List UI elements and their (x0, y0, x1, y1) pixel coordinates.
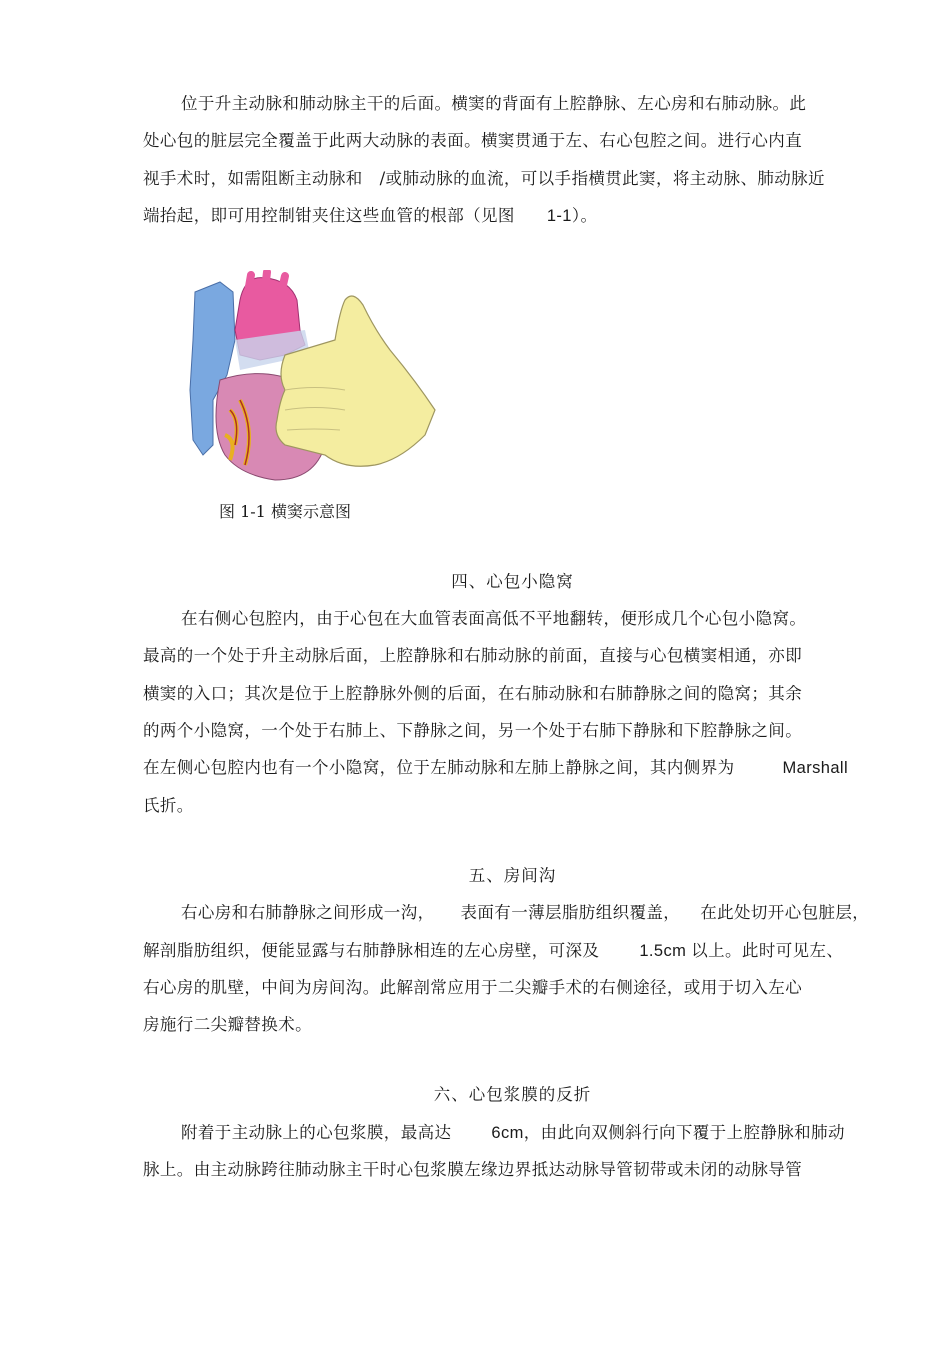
section-5-line-1-part-c: 在此处切开心包脏层， (700, 903, 870, 922)
section-4-line-5-text: 在左侧心包腔内也有一个小隐窝，位于左肺动脉和左肺上静脉之间，其内侧界为 (143, 758, 735, 777)
figure-caption: 图 1-1 横窦示意图 (219, 502, 351, 521)
section-5-line-3: 右心房的肌壁，中间为房间沟。此解剖常应用于二尖瓣手术的右侧途径，或用于切入左心 (143, 978, 803, 997)
section-5-heading: 五、房间沟 (468, 866, 557, 885)
section-5-line-1 (181, 902, 869, 924)
section-5-line-4: 房施行二尖瓣替换术。 (143, 1015, 312, 1034)
heart-transverse-sinus-illustration (185, 270, 445, 485)
section-5-line-2-text: 解剖脂肪组织，便能显露与右肺静脉相连的左心房壁，可深及 (143, 941, 600, 960)
section-4-line-1: 在右侧心包腔内，由于心包在大血管表面高低不平地翻转，便形成几个心包小隐窝。 (181, 609, 807, 628)
figure-reference: 1-1）。 (546, 207, 598, 225)
paragraph-1-line-2: 处心包的脏层完全覆盖于此两大动脉的表面。横窦贯通于左、右心包腔之间。进行心内直 (143, 131, 803, 150)
section-5-line-2 (143, 940, 843, 962)
section-6-line-2: 脉上。由主动脉跨往肺动脉主干时心包浆膜左缘边界抵达动脉导管韧带或未闭的动脉导管 (143, 1160, 803, 1179)
section-6-line-1-text: 附着于主动脉上的心包浆膜，最高达 (181, 1123, 452, 1142)
section-5-line-1-part-a: 右心房和右肺静脉之间形成一沟， (181, 903, 435, 922)
paragraph-1-line-3: 视手术时，如需阻断主动脉和 /或肺动脉的血流，可以手指横贯此窦，将主动脉、肺动脉近 (143, 169, 825, 188)
depth-measurement: 1.5cm 以上。此时可见左、 (639, 942, 844, 960)
paragraph-1-line-1: 位于升主动脉和肺动脉主干的后面。横窦的背面有上腔静脉、左心房和右肺动脉。此 (181, 94, 807, 113)
section-4-line-6: 氏折。 (143, 796, 194, 815)
section-4-line-2: 最高的一个处于升主动脉后面，上腔静脉和右肺动脉的前面，直接与心包横窦相通，亦即 (143, 646, 803, 665)
section-4-line-3: 横窦的入口；其次是位于上腔静脉外侧的后面，在右肺动脉和右肺静脉之间的隐窝；其余 (143, 684, 803, 703)
section-6-line-1 (181, 1122, 845, 1144)
section-4-line-5 (143, 757, 848, 779)
section-6-heading: 六、心包浆膜的反折 (433, 1085, 592, 1104)
paragraph-1-line-4-text: 端抬起，即可用控制钳夹住这些血管的根部（见图 (143, 206, 515, 225)
heart-illustration-svg (185, 270, 445, 485)
section-5-line-1-part-b: 表面有一薄层脂肪组织覆盖， (460, 903, 681, 922)
marshall-term: Marshall (782, 759, 849, 777)
section-4-line-4: 的两个小隐窝，一个处于右肺上、下静脉之间，另一个处于右肺下静脉和下腔静脉之间。 (143, 721, 803, 740)
paragraph-1-line-4 (143, 205, 597, 227)
gloved-hand-shape (276, 296, 435, 466)
height-measurement: 6cm，由此向双侧斜行向下覆于上腔静脉和肺动 (491, 1124, 845, 1142)
section-4-heading: 四、心包小隐窝 (451, 572, 574, 591)
